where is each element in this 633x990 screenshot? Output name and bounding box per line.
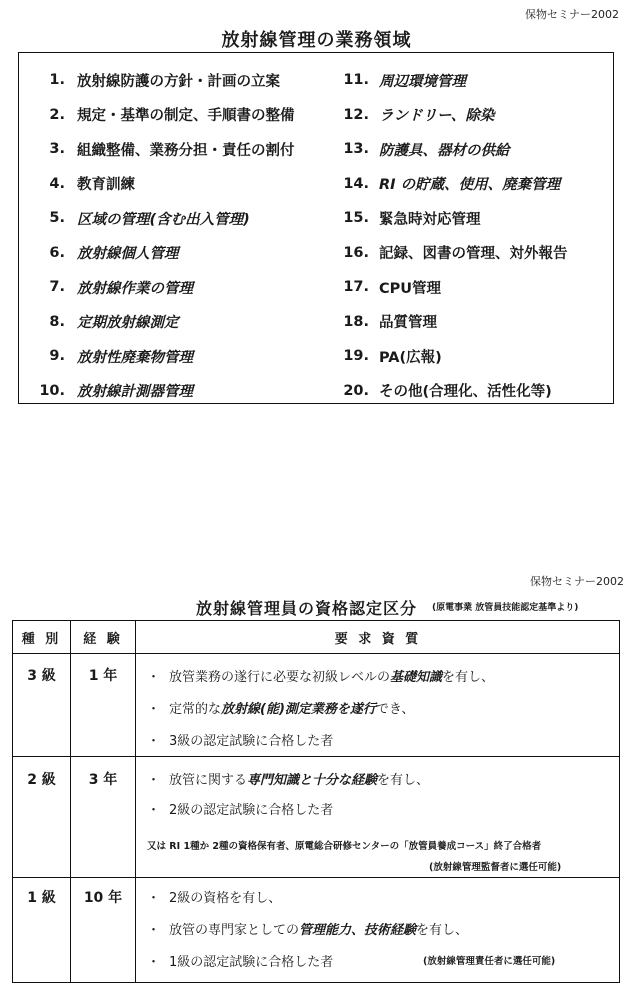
- list-item: 6. 放射線個人管理: [49, 244, 179, 263]
- list-item: 10. 放射線計測器管理: [39, 382, 193, 401]
- requirement-line: ・ 1級の認定試験に合格した者: [147, 955, 334, 970]
- appointment-note-2: (放射線管理監督者に選任可能): [429, 862, 562, 873]
- grade-2: 2 級: [27, 772, 56, 788]
- list-item: 15. 緊急時対応管理: [343, 210, 481, 228]
- list-item: 17. CPU管理: [343, 279, 442, 297]
- requirement-line: ・ 3級の認定試験に合格した者: [147, 734, 334, 749]
- domain-list-left: [31, 63, 351, 408]
- domain-title: 放射線管理の業務領域: [221, 30, 412, 51]
- experience-1: 10 年: [83, 890, 123, 906]
- list-item: 11. 周辺環境管理: [343, 72, 466, 90]
- list-item: 4. 教育訓練: [49, 175, 135, 194]
- list-item: 9. 放射性廃棄物管理: [49, 348, 193, 366]
- row-divider: [13, 756, 619, 757]
- experience-2: 3 年: [88, 772, 118, 788]
- appointment-note-1: (放射線管理責任者に選任可能): [423, 956, 556, 967]
- list-item: 12. ランドリー、除染: [343, 106, 495, 125]
- list-item: 18. 品質管理: [343, 313, 437, 332]
- requirement-line: ・ 放管に関する専門知識と十分な経験を有し、: [147, 773, 430, 788]
- requirement-line: ・ 2級の資格を有し、: [147, 891, 282, 906]
- list-item: 8. 定期放射線測定: [49, 313, 179, 332]
- list-item: 19. PA(広報): [343, 348, 442, 366]
- header-experience: 経 験: [83, 631, 123, 647]
- seminar-label-bottom: 保物セミナー2002: [530, 575, 624, 588]
- list-item: 5. 区域の管理(含む出入管理): [49, 210, 250, 228]
- requirement-line: ・ 放管の専門家としての管理能力、技術経験を有し、: [147, 923, 469, 938]
- requirement-line: ・ 定常的な放射線(能)測定業務を遂行でき、: [147, 702, 415, 717]
- header-divider: [13, 653, 619, 654]
- domain-list-box: [18, 52, 614, 404]
- list-item: 2. 規定・基準の制定、手順書の整備: [49, 106, 295, 125]
- grade-1: 1 級: [27, 890, 56, 906]
- row-divider: [13, 877, 619, 878]
- requirement-line: ・ 2級の認定試験に合格した者: [147, 803, 334, 818]
- list-item: 7. 放射線作業の管理: [49, 279, 193, 297]
- seminar-label-top: 保物セミナー2002: [525, 8, 619, 21]
- list-item: 20. その他(合理化、活性化等): [343, 382, 552, 401]
- list-item: 1. 放射線防護の方針・計画の立案: [49, 72, 280, 90]
- requirement-line: ・ 放管業務の遂行に必要な初級レベルの基礎知識を有し、: [147, 670, 495, 685]
- source-note: (原電事業 放管員技能認定基準より): [432, 603, 579, 613]
- list-item: 3. 組織整備、業務分担・責任の割付: [49, 141, 295, 159]
- qualification-table: [12, 620, 620, 983]
- list-item: 16. 記録、図書の管理、対外報告: [343, 244, 568, 263]
- domain-list-right: [339, 63, 609, 408]
- list-item: 14. RI の貯蔵、使用、廃棄管理: [343, 175, 561, 194]
- alternative-qualification: 又は RI 1種か 2種の資格保有者、原電総合研修センターの「放管員養成コース」終了合格者: [147, 841, 542, 852]
- column-divider: [135, 621, 136, 982]
- list-item: 13. 防護具、器材の供給: [343, 141, 510, 159]
- header-grade: 種 別: [21, 631, 62, 647]
- header-requirements: 要 求 資 質: [334, 631, 422, 647]
- grade-3: 3 級: [27, 668, 56, 684]
- qualification-title: 放射線管理員の資格認定区分: [196, 599, 418, 618]
- experience-3: 1 年: [88, 668, 118, 684]
